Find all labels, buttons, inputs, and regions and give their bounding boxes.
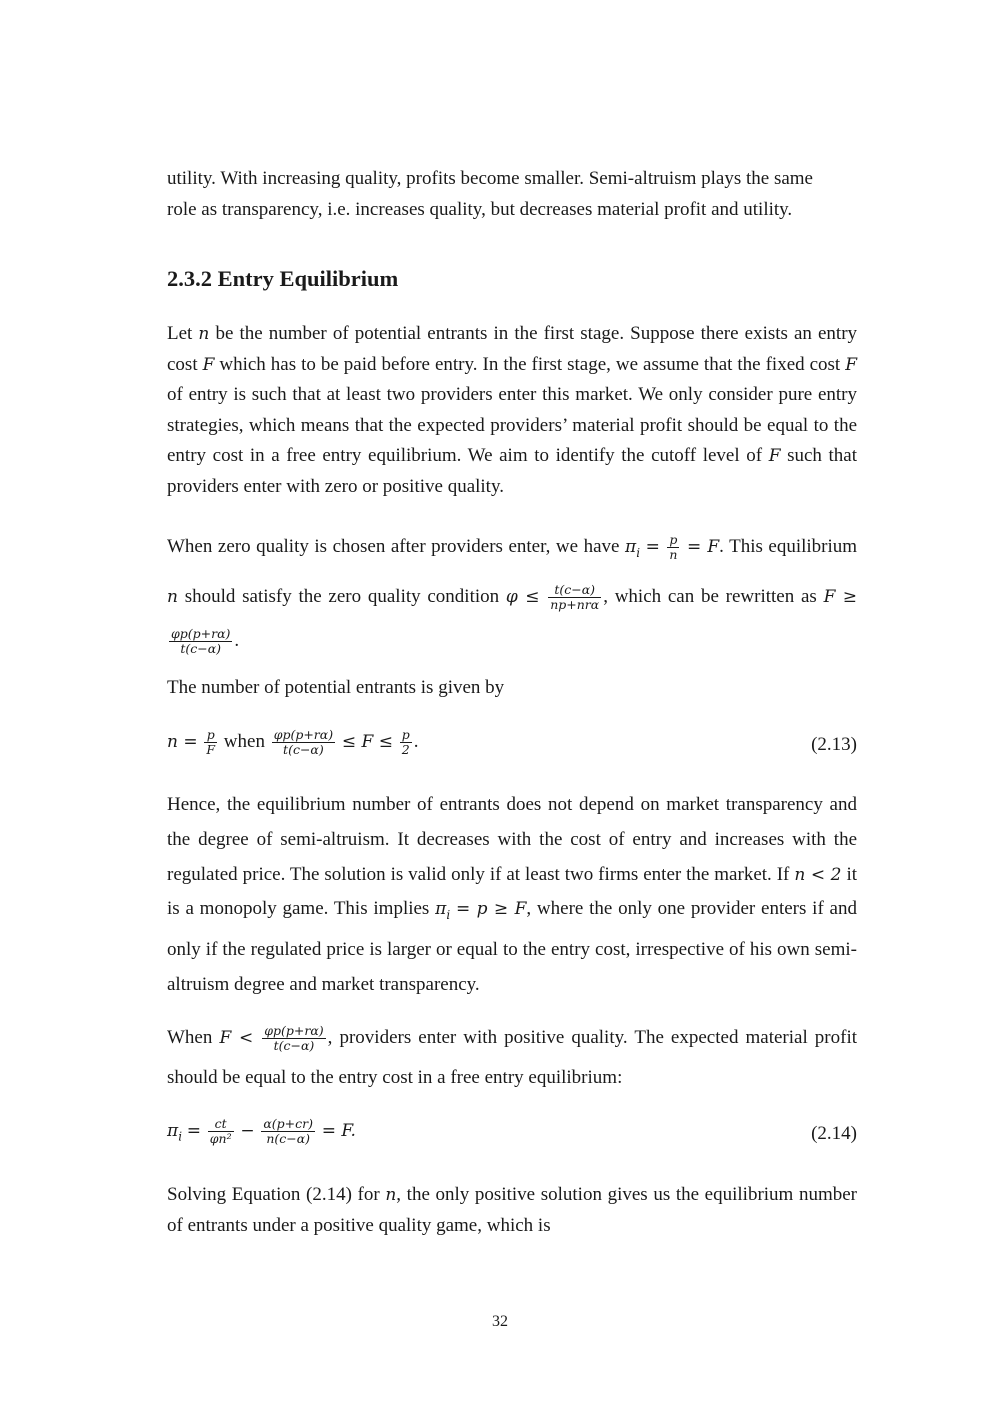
zero-quality-condition: φ ≤ $\frac{t(c-\alpha)}{\text{np+nrα}}$	[505, 581, 600, 612]
paragraph-solving: Solving Equation (2.14) for n, the only positive solution gives us the equilibrium number of entrants under a positive quality game, which is	[167, 1184, 858, 1236]
paragraph-entrants: The number of potential entrants is given by	[167, 677, 505, 698]
section-heading	[167, 266, 857, 292]
paragraph-hence: Hence, the equilibrium number of entrants does not depend on market transparency and the degree of semi-altruism. It decreases with the cost of entry and increases with the regulated price. The solution is valid only if at least two firms enter the market. If n < 2 it is a monopoly game. This implies $\pi_i = p \ge F$, where the only one provider enters if and only if the regulated price is larger or equal to the entry cost, irrespective of his own semi-altruism degree and market transparency.	[167, 794, 857, 995]
equation-number: (2.14)	[811, 1123, 857, 1144]
equation-2-13: n = $\frac{p}{F}$ when $\frac{\varphi p(p+r\alpha)}{t(c-\alpha)}$ ≤ F ≤ $\frac{p}{2}$ . (2.13)	[167, 727, 857, 757]
page-number: 32	[492, 1313, 508, 1330]
equation-number: (2.13)	[811, 734, 857, 755]
paragraph-zero-quality: When zero quality is chosen after providers enter, we have $\pi_i$ = $\frac{p}{n}$ = F. This equilibrium n should satisfy the zero quality condition φ ≤ $\frac{t(c-\alpha)}{\text{np+nrα}}$ , which can be rewritten as F ≥ $\frac{\varphi p(p+r\alpha)}{t(c-\alpha)}$ .	[167, 532, 858, 656]
section-title: Entry Equilibrium	[217, 266, 399, 291]
paragraph-intro: utility. With increasing quality, profits become smaller. Semi-altruism plays the same role as transparency, i.e. increases quality, but decreases material profit and utility.	[167, 168, 813, 220]
paragraph-entry: Let n be the number of potential entrants in the first stage. Suppose there exists an entry cost F which has to be paid before entry. In the first stage, we assume that the fixed cost F of entry is such that at least two providers enter this market. We only consider pure entry strategies, which means that the expected providers’ material profit should be equal to the entry cost in a free entry equilibrium. We aim to identify the cutoff level of F such that providers enter with zero or positive quality.	[167, 323, 858, 497]
equation-2-14: $\pi_i$ = $\frac{ct}{\text{φn²}}$ − $\frac{\alpha(p+cr)}{n(c-\alpha)}$ = F. (2.14)	[167, 1116, 857, 1146]
section-number: 2.3.2	[167, 266, 212, 291]
paragraph-positive-quality: When F < $\frac{\varphi p(p+r\alpha)}{t(c-\alpha)}$ , providers enter with positive quality. The expected material profit should be equal to the entry cost in a free entry equilibrium:	[167, 1023, 858, 1088]
entry-cost-condition: F ≥ $\frac{\varphi p(p+r\alpha)}{t(c-\alpha)}$	[171, 586, 857, 656]
profit-equation: $\pi_i$ = $\frac{p}{n}$ = F	[625, 532, 720, 563]
